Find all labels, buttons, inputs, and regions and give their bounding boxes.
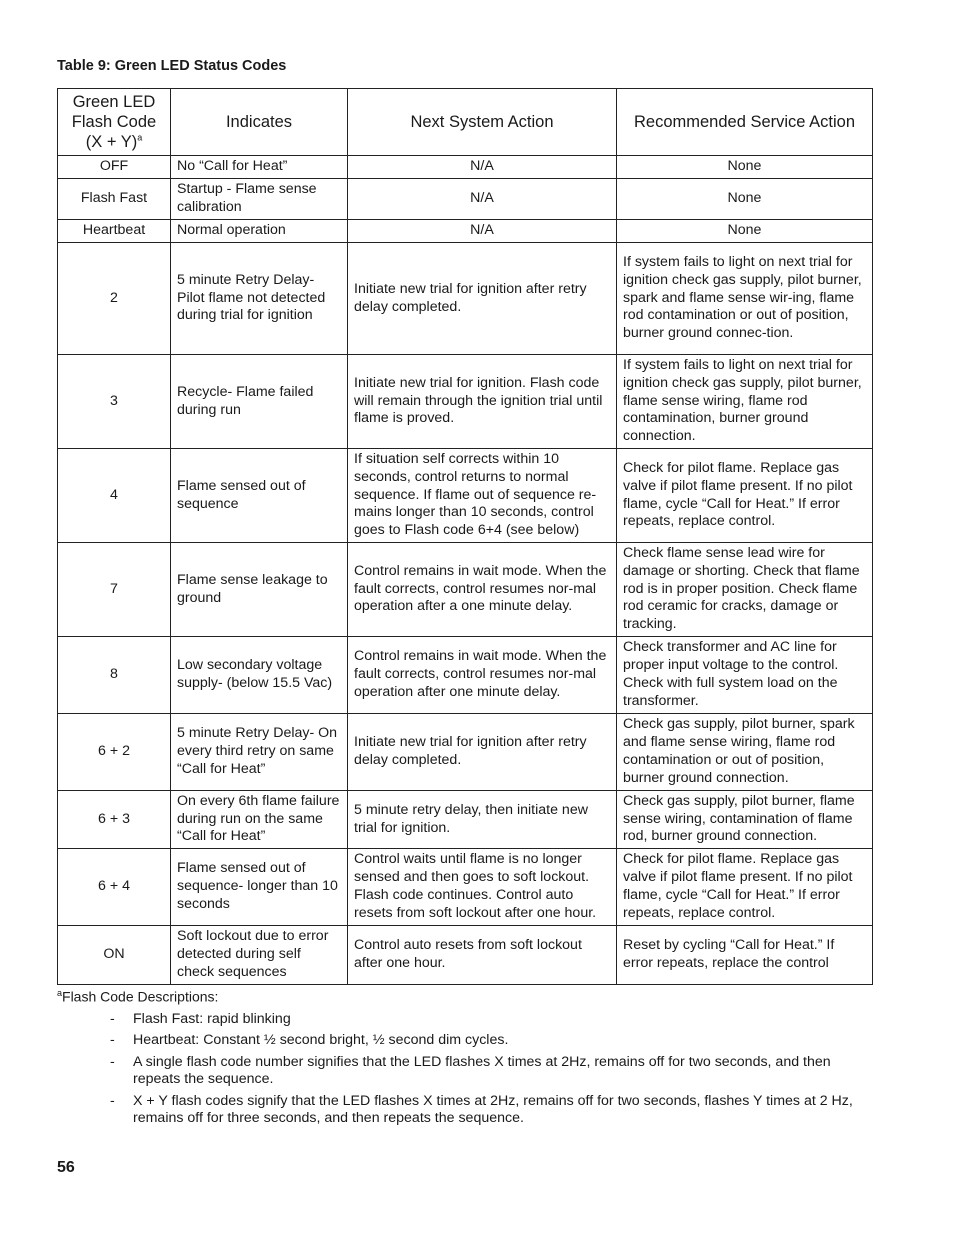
flash-code-cell: 8 [58,637,171,714]
flash-code-cell: Flash Fast [58,179,171,220]
header-row [58,89,873,156]
service-action-cell: Check flame sense lead wire for damage or shorting. Check that flame rod is in proper position. Check flame rod ceramic for cracks, damage or tracking. [617,543,873,637]
table-row [58,449,873,543]
list-item: - Heartbeat: Constant ½ second bright, ½ second dim cycles. [110,1032,509,1049]
service-action-cell: Check for pilot flame. Replace gas valve if pilot flame present. If no pilot flame, cycle “Call for Heat.” If error repeats, replace control. [617,449,873,543]
next-action-cell: 5 minute retry delay, then initiate new trial for ignition. [348,791,617,849]
flash-code-cell: 6 + 4 [58,849,171,926]
flash-code-cell: 6 + 2 [58,714,171,791]
table-row [58,179,873,220]
service-action-cell: If system fails to light on next trial for ignition check gas supply, pilot burner, spark and flame sense wir-ing, flame rod contamination or out of position, burner ground connec-tion. [617,243,873,355]
flash-code-cell: 2 [58,243,171,355]
next-action-cell: If situation self corrects within 10 seconds, control returns to normal sequence. If flame out of sequence re-mains longer than 10 seconds, control goes to Flash code 6+4 (see below) [348,449,617,543]
next-action-cell: Initiate new trial for ignition after retry delay completed. [348,714,617,791]
footnote-title: Flash Code Descriptions: [62,988,219,1005]
next-action-cell: Initiate new trial for ignition after retry delay completed. [348,243,617,355]
next-action-cell: Initiate new trial for ignition. Flash code will remain through the ignition trial until flame is proved. [348,355,617,449]
service-action-cell: Check gas supply, pilot burner, spark and flame sense wiring, flame rod contamination or out of position, burner ground connection. [617,714,873,791]
next-action-cell: Control remains in wait mode. When the fault corrects, control resumes nor-mal operation after one minute delay. [348,637,617,714]
next-action-cell: N/A [348,220,617,243]
table-row [58,156,873,179]
dash-bullet: - [110,1053,115,1070]
footnote-marker: a [57,988,63,998]
flash-code-cell: OFF [58,156,171,179]
next-action-cell: Control remains in wait mode. When the fault corrects, control resumes nor-mal operation after a one minute delay. [348,543,617,637]
service-action-cell: Check for pilot flame. Replace gas valve if pilot flame present. If no pilot flame, cycle “Call for Heat.” If error repeats, replace control. [617,849,873,926]
header-flash-code: Green LED Flash Code (X + Y)$^a$ [58,89,171,156]
list-item: - A single flash code number signifies that the LED flashes X times at 2Hz, remains off for two seconds, and then repeats the sequence. [110,1053,831,1088]
indicates-cell: No “Call for Heat” [171,156,348,179]
service-action-cell: None [617,179,873,220]
service-action-cell: Check gas supply, pilot burner, flame sense wiring, contamination of flame rod, burner ground connection. [617,791,873,849]
table-row [58,791,873,849]
flash-code-cell: Heartbeat [58,220,171,243]
service-action-cell: If system fails to light on next trial for ignition check gas supply, pilot burner, flame sense wiring, flame rod contamination, burner ground connection. [617,355,873,449]
flash-code-cell: 6 + 3 [58,791,171,849]
footnote-marker: a [137,132,143,143]
table-row [58,220,873,243]
next-action-cell: N/A [348,156,617,179]
table-row [58,714,873,791]
next-action-cell: N/A [348,179,617,220]
flash-code-cell: 7 [58,543,171,637]
dash-bullet: - [110,1032,115,1049]
list-item: - Flash Fast: rapid blinking [110,1011,291,1027]
table-row [58,849,873,926]
header-indicates: Indicates [171,89,348,156]
indicates-cell: Soft lockout due to error detected during self check sequences [171,926,348,985]
table-row [58,543,873,637]
indicates-cell: Recycle- Flame failed during run [171,355,348,449]
next-action-cell: Control auto resets from soft lockout after one hour. [348,926,617,985]
header-service-action: Recommended Service Action [617,89,873,156]
flash-code-cell: 4 [58,449,171,543]
indicates-cell: On every 6th flame failure during run on the same “Call for Heat” [171,791,348,849]
table-title: Table 9: Green LED Status Codes [57,58,287,74]
dash-bullet: - [110,1092,115,1109]
header-next-action: Next System Action [348,89,617,156]
led-status-table [57,88,873,985]
list-item: - X + Y flash codes signify that the LED flashes X times at 2Hz, remains off for two seconds, flashes Y times at 2 Hz, remains off for three seconds, and then repeats the sequence. [110,1092,853,1127]
indicates-cell: Low secondary voltage supply- (below 15.5 Vac) [171,637,348,714]
flash-code-cell: 3 [58,355,171,449]
table-row [58,926,873,985]
flash-code-cell: ON [58,926,171,985]
indicates-cell: Flame sense leakage to ground [171,543,348,637]
table-row [58,637,873,714]
page-number: 56 [57,1159,75,1176]
indicates-cell: Flame sensed out of sequence [171,449,348,543]
indicates-cell: 5 minute Retry Delay- Pilot flame not detected during trial for ignition [171,243,348,355]
table-row [58,243,873,355]
footnote-heading [57,988,218,1005]
table-row [58,355,873,449]
flash-code-descriptions [110,1011,870,1132]
indicates-cell: 5 minute Retry Delay- On every third retry on same “Call for Heat” [171,714,348,791]
indicates-cell: Flame sensed out of sequence- longer than 10 seconds [171,849,348,926]
service-action-cell: None [617,220,873,243]
next-action-cell: Control waits until flame is no longer sensed and then goes to soft lockout. Flash code continues. Control auto resets from soft lockout after one hour. [348,849,617,926]
indicates-cell: Startup - Flame sense calibration [171,179,348,220]
service-action-cell: Check transformer and AC line for proper input voltage to the control. Check with full system load on the transformer. [617,637,873,714]
indicates-cell: Normal operation [171,220,348,243]
service-action-cell: Reset by cycling “Call for Heat.” If error repeats, replace the control [617,926,873,985]
service-action-cell: None [617,156,873,179]
dash-bullet: - [110,1011,115,1027]
